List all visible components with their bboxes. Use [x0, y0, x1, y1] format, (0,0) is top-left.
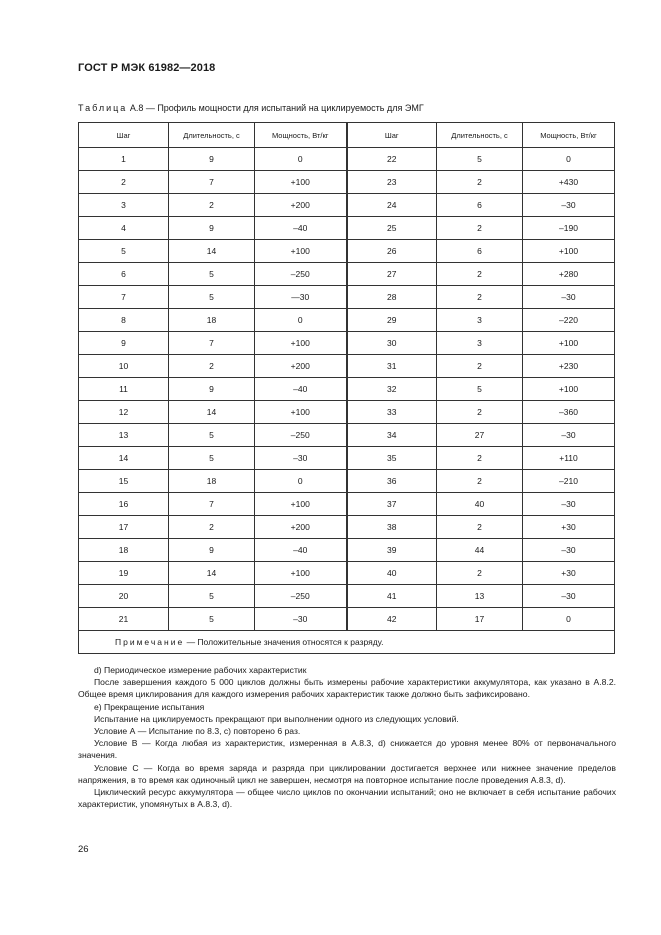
- table-cell: –40: [255, 378, 347, 401]
- table-cell: 37: [347, 493, 437, 516]
- table-cell: 13: [79, 424, 169, 447]
- table-cell: 2: [437, 217, 523, 240]
- table-row: [79, 240, 615, 263]
- table-row: [79, 424, 615, 447]
- table-header-row: [79, 123, 615, 148]
- table-cell: 9: [79, 332, 169, 355]
- paragraph: d) Периодическое измерение рабочих характеристик: [94, 665, 307, 675]
- table-cell: 8: [79, 309, 169, 332]
- table-cell: +30: [523, 562, 615, 585]
- table-cell: —30: [255, 286, 347, 309]
- table-cell: 10: [79, 355, 169, 378]
- table-note-label: Примечание: [115, 637, 185, 647]
- table-cell: –30: [523, 493, 615, 516]
- table-cell: 40: [437, 493, 523, 516]
- table-cell: +100: [523, 332, 615, 355]
- table-cell: –210: [523, 470, 615, 493]
- table-cell: 44: [437, 539, 523, 562]
- table-cell: 2: [437, 401, 523, 424]
- table-cell: 11: [79, 378, 169, 401]
- paragraph: Условие А — Испытание по 8.3, с) повторено 6 раз.: [94, 726, 301, 737]
- power-profile-table: [78, 122, 615, 654]
- table-cell: –250: [255, 585, 347, 608]
- table-cell: 2: [437, 286, 523, 309]
- table-cell: –30: [523, 539, 615, 562]
- table-cell: 24: [347, 194, 437, 217]
- table-cell: 29: [347, 309, 437, 332]
- table-row: [79, 378, 615, 401]
- table-cell: 7: [169, 493, 255, 516]
- table-cell: 33: [347, 401, 437, 424]
- table-cell: 18: [79, 539, 169, 562]
- table-cell: 18: [169, 309, 255, 332]
- table-row: [79, 355, 615, 378]
- table-row: [79, 562, 615, 585]
- table-cell: 3: [437, 309, 523, 332]
- table-cell: 5: [169, 286, 255, 309]
- table-cell: –30: [523, 424, 615, 447]
- table-cell: 19: [79, 562, 169, 585]
- table-cell: 0: [255, 470, 347, 493]
- table-row: [79, 539, 615, 562]
- table-cell: 12: [79, 401, 169, 424]
- table-cell: 5: [169, 424, 255, 447]
- table-cell: –250: [255, 424, 347, 447]
- table-cell: 0: [255, 309, 347, 332]
- table-row: [79, 447, 615, 470]
- table-cell: –30: [523, 194, 615, 217]
- table-cell: 9: [169, 217, 255, 240]
- table-cell: 0: [255, 148, 347, 171]
- table-caption-text: А.8 — Профиль мощности для испытаний на циклируемость для ЭМГ: [129, 103, 424, 113]
- table-cell: 23: [347, 171, 437, 194]
- table-cell: 42: [347, 608, 437, 631]
- table-cell: 14: [169, 562, 255, 585]
- table-cell: +100: [523, 240, 615, 263]
- table-cell: 32: [347, 378, 437, 401]
- table-row: [79, 217, 615, 240]
- table-cell: 36: [347, 470, 437, 493]
- table-cell: 3: [437, 332, 523, 355]
- table-cell: +30: [523, 516, 615, 539]
- table-cell: 41: [347, 585, 437, 608]
- table-cell: 13: [437, 585, 523, 608]
- table-cell: –30: [523, 286, 615, 309]
- column-header-power: Мощность, Вт/кг: [523, 123, 615, 148]
- table-cell: 22: [347, 148, 437, 171]
- table-cell: –40: [255, 539, 347, 562]
- table-cell: 16: [79, 493, 169, 516]
- table-cell: 2: [437, 516, 523, 539]
- table-cell: +100: [255, 332, 347, 355]
- table-note-text: — Положительные значения относятся к разряду.: [184, 637, 384, 647]
- table-row: [79, 516, 615, 539]
- table-cell: 27: [437, 424, 523, 447]
- table-cell: 31: [347, 355, 437, 378]
- paragraph: После завершения каждого 5 000 циклов должны быть измерены рабочие характеристики аккумулятора, как указано в А.8.2. Общее время циклирования для каждого измерения рабочих характеристик также должно быть зафиксировано.: [78, 677, 616, 700]
- table-cell: 14: [169, 401, 255, 424]
- table-cell: 6: [437, 240, 523, 263]
- table-cell: 28: [347, 286, 437, 309]
- table-cell: 25: [347, 217, 437, 240]
- paragraph: е) Прекращение испытания: [94, 701, 205, 712]
- table-row: [79, 585, 615, 608]
- table-cell: 5: [169, 263, 255, 286]
- table-cell: 2: [437, 171, 523, 194]
- table-row: [79, 401, 615, 424]
- table-cell: +110: [523, 447, 615, 470]
- table-cell: 5: [437, 148, 523, 171]
- table-cell: 4: [79, 217, 169, 240]
- table-cell: 14: [79, 447, 169, 470]
- table-cell: 7: [169, 171, 255, 194]
- paragraph: Условие С — Когда во время заряда и разряда при циклировании достигается верхнее или нижнее значение пределов напряжения, в то время как одиночный цикл не завершен, несмотря на повторное испытание после проведения А.8.3, d).: [78, 762, 616, 785]
- table-cell: 2: [79, 171, 169, 194]
- table-cell: –220: [523, 309, 615, 332]
- table-cell: +200: [255, 194, 347, 217]
- table-cell: 2: [169, 516, 255, 539]
- table-row: [79, 332, 615, 355]
- table-cell: –30: [255, 447, 347, 470]
- column-header-duration: Длительность, с: [169, 123, 255, 148]
- table-row: [79, 171, 615, 194]
- column-header-power: Мощность, Вт/кг: [255, 123, 347, 148]
- table-cell: 2: [437, 562, 523, 585]
- table-row: [79, 263, 615, 286]
- table-cell: 14: [169, 240, 255, 263]
- table-cell: +100: [255, 562, 347, 585]
- table-cell: +100: [523, 378, 615, 401]
- table-row: [79, 309, 615, 332]
- table-cell: –30: [255, 608, 347, 631]
- table-cell: 17: [79, 516, 169, 539]
- table-row: [79, 286, 615, 309]
- table-caption: [78, 103, 424, 113]
- table-cell: 5: [169, 608, 255, 631]
- table-caption-label: Таблица: [78, 103, 128, 113]
- column-header-step: Шаг: [79, 123, 169, 148]
- paragraph: Испытание на циклируемость прекращают при выполнении одного из следующих условий.: [94, 713, 459, 724]
- table-cell: 2: [169, 194, 255, 217]
- table-cell: 9: [169, 148, 255, 171]
- table-cell: +100: [255, 401, 347, 424]
- table-cell: 30: [347, 332, 437, 355]
- table-cell: 0: [523, 608, 615, 631]
- table-cell: 6: [79, 263, 169, 286]
- table-cell: 6: [437, 194, 523, 217]
- table-cell: 34: [347, 424, 437, 447]
- page-number: 26: [78, 844, 89, 855]
- table-cell: +200: [255, 355, 347, 378]
- table-cell: 20: [79, 585, 169, 608]
- table-cell: 35: [347, 447, 437, 470]
- table-cell: +100: [255, 493, 347, 516]
- table-cell: 3: [79, 194, 169, 217]
- document-title: ГОСТ Р МЭК 61982—2018: [78, 62, 216, 74]
- table-row: [79, 148, 615, 171]
- table-cell: –360: [523, 401, 615, 424]
- table-cell: 17: [437, 608, 523, 631]
- column-header-duration: Длительность, с: [437, 123, 523, 148]
- table-cell: 5: [437, 378, 523, 401]
- table-row: [79, 194, 615, 217]
- table-cell: 2: [437, 470, 523, 493]
- table-cell: 26: [347, 240, 437, 263]
- table-cell: 40: [347, 562, 437, 585]
- table-cell: +200: [255, 516, 347, 539]
- table-row: [79, 470, 615, 493]
- table-cell: –190: [523, 217, 615, 240]
- table-cell: 7: [169, 332, 255, 355]
- table-cell: +100: [255, 171, 347, 194]
- table-cell: 7: [79, 286, 169, 309]
- table-cell: 1: [79, 148, 169, 171]
- table-cell: 9: [169, 539, 255, 562]
- table-row: [79, 608, 615, 631]
- table-cell: +230: [523, 355, 615, 378]
- table-cell: +100: [255, 240, 347, 263]
- table-row: [79, 493, 615, 516]
- table-cell: 2: [169, 355, 255, 378]
- table-cell: 38: [347, 516, 437, 539]
- paragraph: Циклический ресурс аккумулятора — общее число циклов по окончании испытаний; оно не включает в себя испытание рабочих характеристик, упомянутых в А.8.3, d).: [78, 787, 616, 810]
- table-cell: 2: [437, 263, 523, 286]
- table-cell: +430: [523, 171, 615, 194]
- table-cell: 2: [437, 447, 523, 470]
- table-cell: 39: [347, 539, 437, 562]
- table-cell: +280: [523, 263, 615, 286]
- table-cell: 5: [169, 447, 255, 470]
- table-cell: 5: [79, 240, 169, 263]
- table-cell: 2: [437, 355, 523, 378]
- table-cell: 5: [169, 585, 255, 608]
- body-text: [78, 664, 616, 810]
- paragraph: Условие В — Когда любая из характеристик, измеренная в А.8.3, d) снижается до уровня менее 80% от первоначального значения.: [78, 738, 616, 761]
- table-cell: –30: [523, 585, 615, 608]
- table-cell: 18: [169, 470, 255, 493]
- table-cell: –40: [255, 217, 347, 240]
- column-header-step: Шаг: [347, 123, 437, 148]
- table-cell: 15: [79, 470, 169, 493]
- table-note: [79, 631, 615, 654]
- table-note-row: [79, 631, 615, 654]
- table-cell: 9: [169, 378, 255, 401]
- table-cell: 21: [79, 608, 169, 631]
- table-cell: 27: [347, 263, 437, 286]
- table-cell: –250: [255, 263, 347, 286]
- table-cell: 0: [523, 148, 615, 171]
